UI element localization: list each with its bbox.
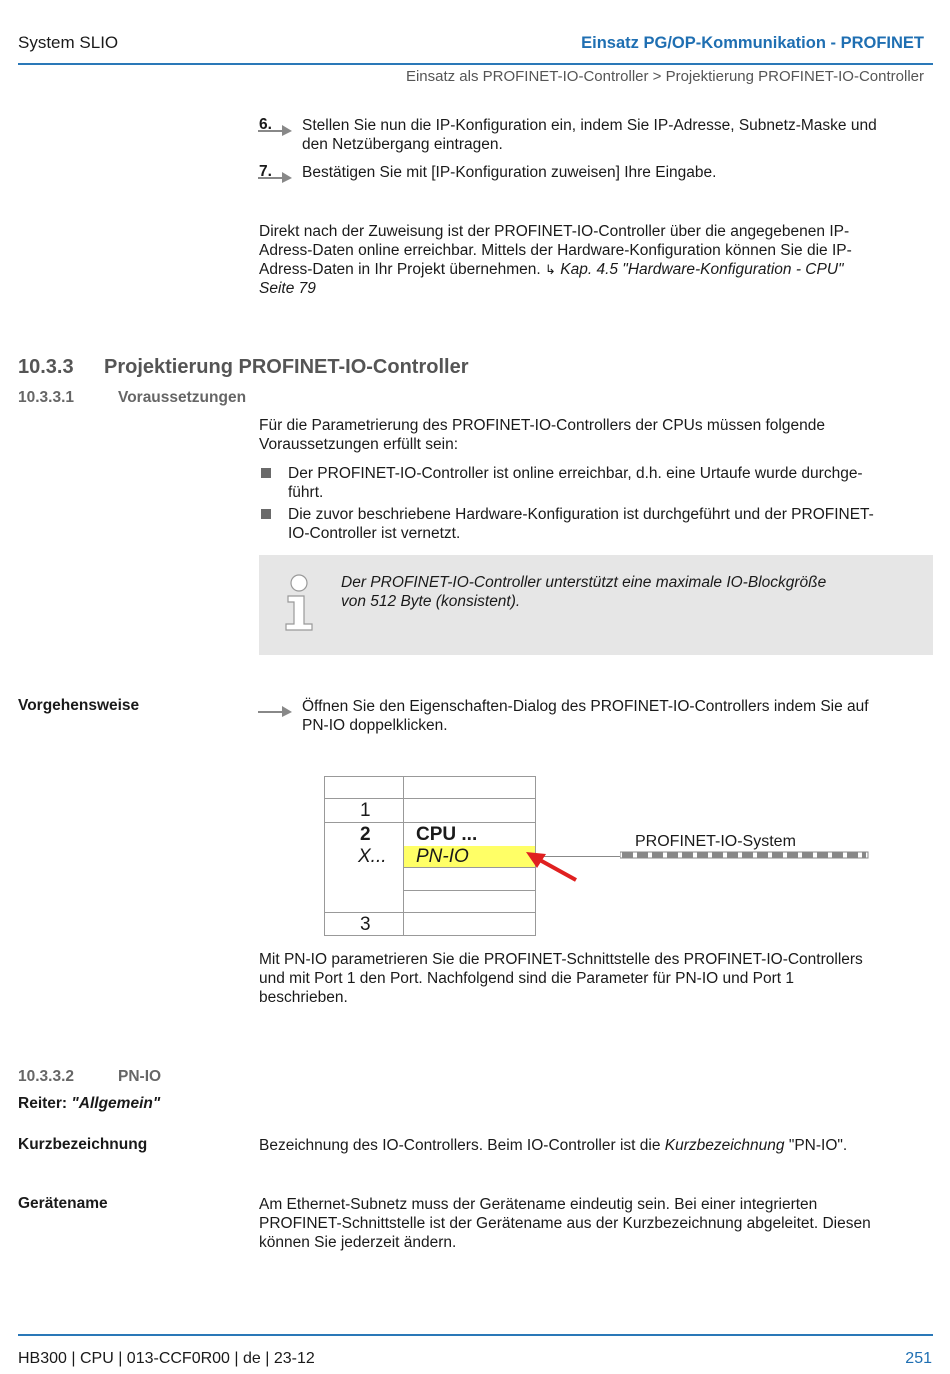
header-chapter: Einsatz PG/OP-Kommunikation - PROFINET	[581, 34, 924, 52]
paragraph: Mit PN-IO parametrieren Sie die PROFINET-Schnittstelle des PROFINET-IO-Controllers und mit Port 1 den Port. Nachfolgend sind die Parameter für PN-IO und Port 1 beschrieben.	[259, 951, 863, 1006]
link-arrow-icon: ↳	[545, 262, 556, 277]
slot-x: X...	[358, 846, 387, 867]
step-text: Bestätigen Sie mit [IP-Konfiguration zuweisen] Ihre Eingabe.	[302, 164, 717, 181]
section-heading: 10.3.3 Projektierung PROFINET-IO-Controller	[18, 356, 469, 378]
page-number: 251	[905, 1350, 932, 1367]
table-divider	[404, 890, 536, 891]
bullet-icon	[261, 468, 271, 478]
profinet-bus-line	[620, 850, 870, 860]
note-text: Der PROFINET-IO-Controller unterstützt eine maximale IO-Blockgröße von 512 Byte (konsistent).	[341, 574, 827, 610]
procedure-text: Öffnen Sie den Eigenschaften-Dialog des PROFINET-IO-Controllers indem Sie auf PN-IO doppelklicken.	[302, 698, 869, 734]
param-name: Gerätename	[18, 1195, 108, 1212]
cross-reference-page[interactable]: Seite 79	[259, 280, 316, 297]
param-name: Kurzbezeichnung	[18, 1136, 148, 1153]
step-number: 6.	[259, 116, 272, 133]
bullet-icon	[261, 509, 271, 519]
profinet-system-label: PROFINET-IO-System	[635, 833, 796, 850]
breadcrumb: Einsatz als PROFINET-IO-Controller > Projektierung PROFINET-IO-Controller	[405, 68, 924, 85]
pn-io-module[interactable]: PN-IO	[416, 846, 469, 867]
prereq-intro: Für die Parametrierung des PROFINET-IO-Controllers der CPUs müssen folgende Voraussetzungen erfüllt sein:	[259, 417, 825, 453]
tab-label: Reiter: "Allgemein"	[18, 1095, 161, 1112]
slot-2: 2	[360, 824, 371, 845]
bullet-item: Der PROFINET-IO-Controller ist online erreichbar, d.h. eine Urtaufe wurde durchge- führt.	[288, 465, 863, 501]
slot-1: 1	[360, 800, 371, 821]
param-description: Am Ethernet-Subnetz muss der Gerätename eindeutig sein. Bei einer integrierten PROFINET-Schnittstelle ist der Gerätename aus der Kurzbezeichnung abgeleitet. Diesen können Sie jederzeit ändern.	[259, 1196, 871, 1251]
slot-3: 3	[360, 914, 371, 935]
step-arrow-icon	[258, 122, 294, 136]
step-arrow-icon	[258, 169, 294, 183]
bullet-item: Die zuvor beschriebene Hardware-Konfiguration ist durchgeführt und der PROFINET- IO-Controller ist vernetzt.	[288, 506, 874, 542]
procedure-label: Vorgehensweise	[18, 697, 140, 714]
table-divider	[324, 798, 536, 799]
header-product: System SLIO	[18, 33, 119, 52]
table-divider	[324, 822, 536, 823]
param-description: Bezeichnung des IO-Controllers. Beim IO-Controller ist die Kurzbezeichnung "PN-IO".	[259, 1137, 848, 1154]
info-icon	[282, 574, 316, 632]
table-divider	[324, 912, 536, 913]
subsection-heading: 10.3.3.1 Voraussetzungen	[18, 389, 247, 406]
step-number: 7.	[259, 163, 272, 180]
cpu-module: CPU ...	[416, 824, 478, 845]
footer-rule	[18, 1334, 933, 1336]
pointer-arrow-icon	[524, 848, 580, 884]
footer-doc-id: HB300 | CPU | 013-CCF0R00 | de | 23-12	[18, 1350, 315, 1367]
paragraph: Direkt nach der Zuweisung ist der PROFINET-IO-Controller über die angegebenen IP- Adress-Daten online erreichbar. Mittels der Hardware-Konfiguration können Sie die IP- Adress-Daten in Ihr Projekt übernehmen. ↳ Kap. 4.5 "Hardware-Konfiguration - CPU" Seite 79	[259, 223, 852, 297]
step-text: Stellen Sie nun die IP-Konfiguration ein, indem Sie IP-Adresse, Subnetz-Maske und den Netzübergang eintragen.	[302, 117, 877, 153]
cross-reference-link[interactable]: Kap. 4.5 "Hardware-Konfiguration - CPU"	[560, 261, 844, 278]
header-rule	[18, 63, 933, 65]
step-arrow-icon	[258, 703, 294, 717]
subsection-heading: 10.3.3.2 PN-IO	[18, 1068, 162, 1085]
